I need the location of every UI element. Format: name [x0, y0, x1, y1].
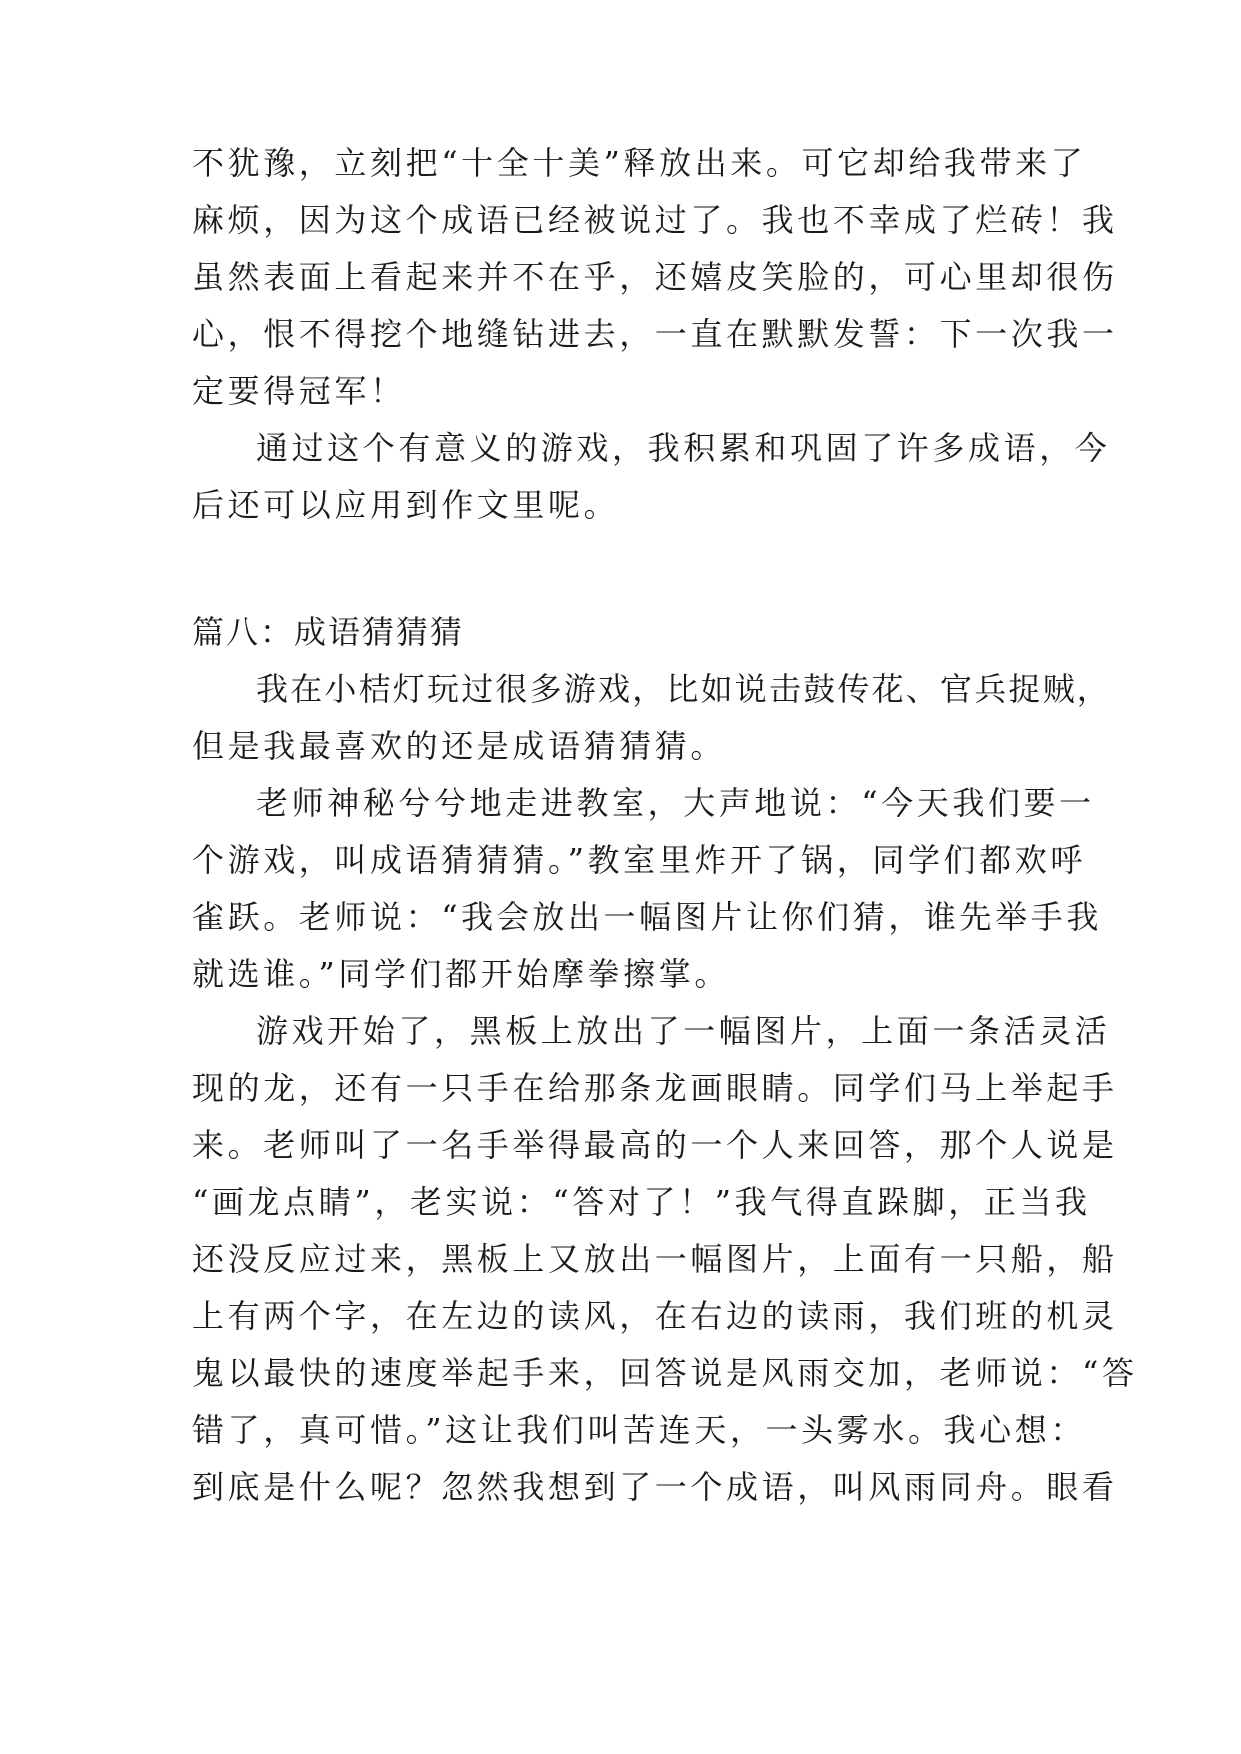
paragraph-line: 后还可以应用到作文里呢。 [192, 486, 620, 524]
paragraph-line: 心，恨不得挖个地缝钻进去，一直在默默发誓：下一次我一 [192, 315, 1118, 353]
paragraph-line: 到底是什么呢？忽然我想到了一个成语，叫风雨同舟。眼看 [192, 1468, 1118, 1506]
paragraph-line: 就选谁。”同学们都开始摩拳擦掌。 [192, 955, 730, 993]
paragraph-line: 虽然表面上看起来并不在乎，还嬉皮笑脸的，可心里却很伤 [192, 258, 1118, 296]
paragraph-line: 雀跃。老师说：“我会放出一幅图片让你们猜，谁先举手我 [192, 898, 1102, 936]
paragraph-line: 但是我最喜欢的还是成语猜猜猜。 [192, 727, 727, 765]
paragraph-line: 错了，真可惜。”这让我们叫苦连天，一头雾水。我心想： [192, 1411, 1086, 1449]
paragraph-line: 定要得冠军！ [192, 372, 406, 410]
paragraph-line: 上有两个字，在左边的读风，在右边的读雨，我们班的机灵 [192, 1297, 1118, 1335]
paragraph-line: 鬼以最快的速度举起手来，回答说是风雨交加，老师说：“答 [192, 1354, 1138, 1392]
paragraph-line: 老师神秘兮兮地走进教室，大声地说：“今天我们要一 [256, 784, 1095, 822]
paragraph-line: 我在小桔灯玩过很多游戏，比如说击鼓传花、官兵捉贼， [256, 670, 1112, 708]
paragraph-line: 个游戏，叫成语猜猜猜。”教室里炸开了锅，同学们都欢呼 [192, 841, 1086, 879]
paragraph-line: “画龙点睛”，老实说：“答对了！”我气得直跺脚，正当我 [192, 1183, 1091, 1221]
paragraph-line: 游戏开始了，黑板上放出了一幅图片，上面一条活灵活 [256, 1012, 1111, 1050]
paragraph-line: 还没反应过来，黑板上又放出一幅图片，上面有一只船，船 [192, 1240, 1118, 1278]
paragraph-line: 麻烦，因为这个成语已经被说过了。我也不幸成了烂砖！我 [192, 201, 1118, 239]
paragraph-line: 通过这个有意义的游戏，我积累和巩固了许多成语，今 [256, 429, 1111, 467]
paragraph-line: 来。老师叫了一名手举得最高的一个人来回答，那个人说是 [192, 1126, 1118, 1164]
paragraph-line: 不犹豫，立刻把“十全十美”释放出来。可它却给我带来了 [192, 144, 1087, 182]
paragraph-line: 现的龙，还有一只手在给那条龙画眼睛。同学们马上举起手 [192, 1069, 1118, 1107]
section-heading: 篇八：成语猜猜猜 [192, 613, 465, 651]
